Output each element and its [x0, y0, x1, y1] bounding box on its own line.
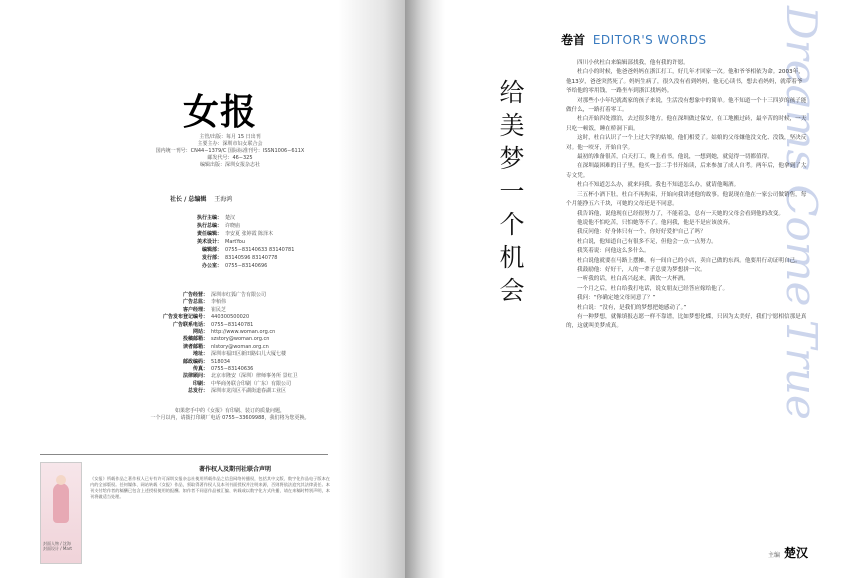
note-line: 一个月以内，请拨打印刷厂电话 0755−33609988，我们将为您更换。	[150, 415, 310, 421]
staff-row	[150, 238, 310, 246]
ads-key: 广告经营：	[182, 292, 208, 298]
editor-label: 社长 / 总编辑	[170, 196, 207, 203]
cover-figure-image	[53, 483, 69, 523]
staff-role: 编辑部：	[201, 247, 222, 253]
ads-key: 邮政编码：	[182, 358, 208, 365]
paragraph: 杜白说，他知道自己有很多不足，但他会一点一点努力。	[577, 238, 717, 245]
masthead-info	[150, 134, 310, 169]
editor-name: 王海鸿	[214, 196, 233, 203]
book-gutter	[405, 0, 445, 578]
paragraph: 三五杯小酒下肚，杜白不再拘束，开始向我讲述他的故事。他说现在他在一家公司做销售，每个月能挣五六千块，可她的父母还是不同意。	[566, 191, 807, 208]
article-title	[497, 76, 527, 307]
paragraph: 我笑着说：问他这么多什么。	[577, 248, 650, 255]
ads-value: 中华商务联合印刷（广东）有限公司	[211, 380, 292, 387]
paragraph: 杜白说：“没有，是我们的梦想把她感动了。”	[577, 304, 687, 311]
ads-value: 0755−83140781	[211, 321, 254, 328]
section-header-zh: 卷首	[561, 33, 586, 47]
ads-row	[150, 336, 340, 343]
paragraph: 杜白小的时候，他爸爸妈妈在浙江打工，好几年才回家一次。他和爷爷相依为命。2003年，他13岁，爸爸突然死了。妈妈生病了，很久没有看到妈妈，他无心读书，想去看妈妈，就带着爷爷给他的零用钱，一路坐车到浙江找妈妈。	[566, 69, 804, 95]
staff-row	[150, 262, 310, 270]
title-char: 一	[499, 177, 525, 206]
page-shadow	[338, 0, 415, 578]
ads-value: 北京市隆安（深圳）律师事务所 景红卫	[211, 373, 298, 380]
staff-row	[150, 246, 310, 254]
section-header	[561, 31, 707, 48]
staff-value: 0755−83140633 83140781	[225, 247, 295, 253]
staff-row	[150, 254, 310, 262]
paragraph: 有一种梦想，就像填报志愿一样不靠谱，比如梦想化蝶，只因为太美好，我们宁愿相信那是真的，这就叫美梦成真。	[566, 313, 807, 330]
ads-row	[150, 388, 340, 395]
paragraph: 我鼓励他：好好干，人的一辈子总要为梦想拼一次。	[577, 266, 706, 273]
staff-value: 楚汉	[225, 215, 236, 221]
staff-value: 李安夏 张婷霞 陈泽木	[225, 231, 274, 237]
title-char: 给	[499, 78, 525, 107]
signature-name: 楚汉	[784, 546, 809, 560]
ads-row	[150, 329, 340, 336]
title-char: 个	[499, 210, 525, 239]
paragraph: 这时，杜白认识了一个上过大学的姑娘，他们相爱了。姑娘的父母嫌他没文化、没钱，坚决反对。他一咬牙，开始自学。	[566, 135, 807, 151]
paragraph: 在深圳最困难的日子里，他买一套二手书开始读，后来参加了成人自考。两年后，他拿到了大专文凭。	[566, 163, 807, 179]
ads-key: 读者邮箱：	[182, 343, 208, 350]
ads-value: 深圳市福田区新田路妇儿大厦七楼	[211, 351, 287, 358]
paragraph: 最初的准备很苦，白天打工，晚上看书。他说，一想到她，就觉得一切都值得。	[577, 154, 773, 161]
staff-role: 执行总编：	[196, 223, 222, 229]
signature	[768, 544, 808, 561]
ads-key: 法律顾问：	[182, 373, 208, 380]
staff-row	[150, 230, 310, 238]
editor-in-chief	[170, 194, 232, 203]
ads-value: 0755−83140636	[211, 366, 254, 373]
ads-row	[150, 322, 340, 329]
ads-row	[150, 359, 340, 366]
staff-list	[150, 214, 310, 270]
staff-role: 发行部：	[201, 255, 222, 261]
paragraph: 一听我的话，杜白高兴起来，满饮一大杯酒。	[577, 276, 689, 283]
ads-value: 深圳市龙岗区平湖街道春湖工业区	[211, 388, 287, 395]
ads-row	[150, 351, 340, 358]
article-body	[566, 59, 808, 332]
advertising-info	[150, 292, 340, 396]
ads-key: 总发行：	[187, 388, 208, 395]
staff-value: 0755−83140696	[225, 263, 268, 269]
title-char: 机	[499, 243, 525, 272]
replacement-note	[150, 408, 310, 422]
cover-caption: 封面人物 / 沈海 封面设计 / Mart	[43, 541, 73, 551]
title-char: 美	[499, 111, 525, 140]
ads-value: 李栢伟	[211, 299, 227, 306]
ads-key: 客户经理：	[182, 306, 208, 313]
ads-row	[150, 299, 340, 306]
masthead-line: 编辑出版：深圳女报杂志社	[199, 162, 260, 168]
ads-key: 广告总监：	[182, 299, 208, 306]
title-char: 梦	[499, 144, 525, 173]
paragraph: 四川小伙杜白来编辑部找我，他有我的许愿。	[577, 60, 689, 66]
masthead-line: 主要主办：深圳市妇女联合会	[197, 141, 263, 147]
ads-row	[150, 373, 340, 380]
paragraph: 杜白说他就要在马路上摆摊，有一间自己的小店，卖自己做的东西。他要用行动证明自己。	[577, 257, 801, 264]
masthead-line: 主管/出版：每月 15 日出刊	[199, 134, 261, 140]
section-header-en: EDITOR'S WORDS	[592, 33, 707, 47]
deco-dreams: Dreams Come True	[777, 6, 826, 420]
cover-face-image	[56, 475, 66, 485]
ads-value: 518034	[211, 358, 231, 365]
ads-row	[150, 314, 340, 321]
note-line: 如果您手中的《女报》有印刷、装订的质量问题，	[174, 408, 285, 414]
staff-value: 83140596 83140778	[225, 255, 278, 261]
staff-value: 许晓庙	[225, 223, 241, 229]
ads-value: 440300500020	[211, 314, 250, 321]
ads-row	[150, 292, 340, 299]
paragraph: 我告诉他，说他现在已经很努力了，不能着急，总有一天她的父母会看到他的改变。	[577, 210, 784, 217]
ads-key: 网站：	[192, 329, 208, 336]
ads-key: 印刷：	[192, 380, 208, 387]
staff-row	[150, 222, 310, 230]
declaration-text: 《女报》所载作品之著作权人已专有许可深圳女报杂志社使用所载作品之信息网络传播权，包括其中文版、数字化作品电子版本在内的全部版权。任何媒体、网站转载《女报》作品，须取得著作权人及本刊书面授权并注明来源，否则将依法追究其法律责任。本刊支付给作者的稿酬已包含上述授权使用的报酬。如作者不同意作品被汇编、转载或以数字化方式传播，请在来稿时特别声明，本刊将做适当处理。	[90, 476, 330, 499]
divider	[40, 454, 328, 455]
ads-key: 传真：	[192, 366, 208, 373]
masthead-line: 国内统一刊号：CN44−1379/C 国际标准刊号：ISSN1006−611X	[155, 148, 305, 154]
ads-key: 广告发布登记编号：	[162, 314, 208, 321]
staff-value: MartYou	[225, 239, 246, 245]
masthead-line: 邮发代号：46−325	[207, 155, 253, 161]
paragraph: 对那些小小年纪就离家的孩子来说，生活没有想象中的简单。他不知道一个十三四岁的孩子能做什么，一路打着零工。	[566, 97, 807, 114]
submission-email-link[interactable]: szstory@woman.org.cn	[211, 336, 270, 343]
magazine-logo: 女报	[183, 92, 258, 133]
paragraph: 一个月之后，杜白给我打电话，说女朋友已经答应嫁给他了。	[577, 285, 729, 292]
website-link[interactable]: http://www.woman.org.cn	[211, 329, 276, 336]
paragraph: 我反问他：好身体只有一个，你好好爱护自己了吗？	[577, 229, 706, 236]
paragraph: 杜白不知道怎么办，就来问我。我也不知道怎么办，就请他喝酒。	[577, 182, 740, 189]
signature-label: 主编	[768, 552, 781, 559]
paragraph: 他说他不怕吃苦，只怕她等不了。他问我，他是不是应该放弃。	[577, 219, 734, 226]
paragraph: 我问：“你确定她父母同意了？”	[577, 295, 656, 302]
reader-email-link[interactable]: nlstory@woman.org.cn	[211, 343, 269, 350]
staff-role: 责任编辑：	[196, 231, 222, 237]
ads-key: 投稿邮箱：	[182, 336, 208, 343]
ads-key: 地址：	[192, 351, 208, 358]
ads-value: 深圳市红狐广告有限公司	[211, 292, 267, 298]
staff-role: 办公室：	[201, 263, 222, 269]
title-char: 会	[499, 276, 525, 305]
declaration-title: 著作权人及期刊社联合声明	[198, 466, 271, 473]
staff-role: 美术设计：	[196, 239, 222, 245]
ads-value: 崔民芝	[211, 306, 227, 313]
staff-row	[150, 214, 310, 222]
ads-key: 广告联系电话：	[172, 321, 208, 328]
staff-role: 执行主编：	[196, 215, 222, 221]
paragraph: 杜白开始四处漂泊，去过很多地方。他在深圳做过保安，在工地搬过砖，最辛苦的时候，一天只吃一顿饭，睡在桥洞下面。	[566, 116, 807, 132]
cover-thumbnail	[40, 462, 82, 564]
